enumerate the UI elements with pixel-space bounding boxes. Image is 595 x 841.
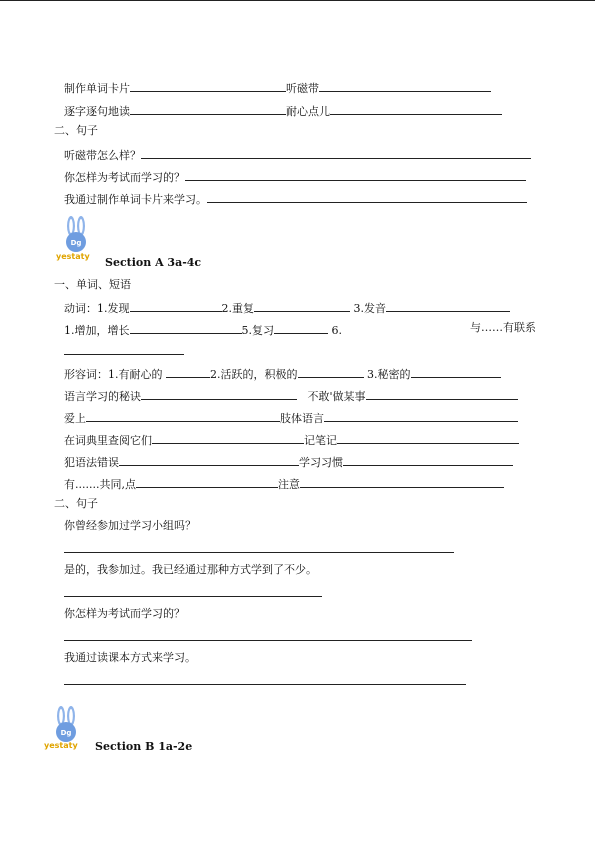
answer-blank[interactable]	[86, 409, 280, 422]
answer-blank[interactable]	[152, 431, 304, 444]
section-title: Section A 3a-4c	[105, 256, 202, 269]
phrase-text: 听磁带	[286, 82, 319, 95]
vocab-item: 3.秘密的	[367, 368, 411, 381]
phrase-text: 注意	[277, 478, 300, 491]
phrase-text: 有.......共同,点	[64, 478, 136, 491]
answer-blank[interactable]	[300, 475, 504, 488]
answer-blank[interactable]	[386, 299, 510, 312]
sentence-prompt: 我通过制作单词卡片来学习。	[64, 193, 207, 206]
vocab-item: 2.重复	[221, 302, 254, 315]
answer-blank[interactable]	[337, 431, 519, 444]
sentence-prompt: 你曾经参加过学习小组吗？	[64, 519, 196, 532]
answer-blank[interactable]	[319, 79, 491, 92]
answer-blank[interactable]	[130, 102, 286, 115]
svg-text:Dg: Dg	[70, 239, 82, 247]
answer-blank[interactable]	[185, 168, 526, 181]
adjective-label: 形容词：	[64, 368, 108, 381]
phrase-text: 逐字逐句地读	[64, 105, 130, 118]
answer-blank[interactable]	[130, 321, 242, 334]
vocab-item: 1.发现	[97, 302, 130, 315]
page-top-border	[0, 0, 595, 1]
phrase-text: 制作单词卡片	[64, 82, 130, 95]
vocab-item: 2.活跃的，积极的	[210, 368, 298, 381]
section-title: Section B 1a-2e	[95, 740, 193, 753]
phrase-row	[64, 102, 502, 119]
answer-line[interactable]	[64, 640, 472, 641]
adjective-row	[64, 365, 501, 382]
answer-blank[interactable]	[130, 299, 222, 312]
sentence-prompt: 你怎样为考试而学习的？	[64, 607, 185, 620]
answer-blank[interactable]	[324, 409, 518, 422]
phrase-text: 爱上	[64, 412, 86, 425]
answer-blank[interactable]	[166, 365, 210, 378]
sentences-heading: 二、句子	[54, 124, 98, 137]
phrase-row	[64, 453, 513, 470]
phrase-row	[64, 409, 518, 426]
phrase-text: 学习习惯	[299, 456, 343, 469]
answer-blank[interactable]	[141, 387, 297, 400]
answer-blank[interactable]	[298, 365, 364, 378]
sentence-prompt: 听磁带怎么样？	[64, 149, 141, 162]
phrase-text: 记笔记	[304, 434, 337, 447]
vocab-item-tail: 与……有联系	[470, 321, 536, 334]
phrase-text: 肢体语言	[280, 412, 324, 425]
phrase-row	[64, 387, 518, 404]
vocab-item: 1.有耐心的	[108, 368, 163, 381]
logo-wordmark: yestaty	[56, 252, 90, 261]
answer-blank[interactable]	[330, 102, 502, 115]
answer-blank[interactable]	[130, 79, 286, 92]
sentence-prompt: 你怎样为考试而学习的？	[64, 171, 185, 184]
logo-wordmark: yestaty	[44, 741, 78, 750]
answer-blank[interactable]	[343, 453, 513, 466]
answer-line[interactable]	[64, 684, 466, 685]
phrase-row	[64, 431, 519, 448]
sentences-heading: 二、句子	[54, 497, 98, 510]
bunny-icon	[62, 216, 90, 254]
phrase-text: 语言学习的秘诀	[64, 390, 141, 403]
phrase-text: 在词典里查阅它们	[64, 434, 152, 447]
verb-label: 动词：	[64, 302, 97, 315]
answer-blank[interactable]	[254, 299, 350, 312]
phrase-text: 耐心点儿	[286, 105, 330, 118]
phrase-row	[64, 475, 504, 492]
sentence-row	[64, 190, 527, 207]
answer-blank[interactable]	[64, 354, 184, 355]
svg-text:Dg: Dg	[60, 729, 72, 737]
answer-blank[interactable]	[119, 453, 299, 466]
sentence-prompt: 我通过读课本方式来学习。	[64, 651, 196, 664]
answer-line[interactable]	[64, 552, 454, 553]
sentence-row	[64, 146, 531, 163]
answer-blank[interactable]	[141, 146, 531, 159]
answer-blank[interactable]	[136, 475, 278, 488]
bunny-icon	[52, 706, 80, 744]
answer-blank[interactable]	[366, 387, 518, 400]
sentence-prompt: 是的，我参加过。我已经通过那种方式学到了不少。	[64, 563, 317, 576]
answer-line[interactable]	[64, 596, 322, 597]
vocab-item: 5.复习	[241, 324, 274, 337]
vocab-item: 6.	[331, 324, 342, 337]
answer-blank[interactable]	[207, 190, 527, 203]
phrase-row	[64, 79, 491, 96]
vocab-item: 1.增加，增长	[64, 324, 130, 337]
phrase-text: 犯语法错误	[64, 456, 119, 469]
verb-row	[64, 299, 510, 316]
vocab-heading: 一、单词、短语	[54, 278, 131, 291]
answer-blank[interactable]	[274, 321, 328, 334]
sentence-row	[64, 168, 526, 185]
vocab-item: 3.发音	[353, 302, 386, 315]
verb-row-2	[64, 321, 342, 338]
answer-blank[interactable]	[411, 365, 501, 378]
phrase-text: 不敢'做某事	[307, 390, 366, 403]
